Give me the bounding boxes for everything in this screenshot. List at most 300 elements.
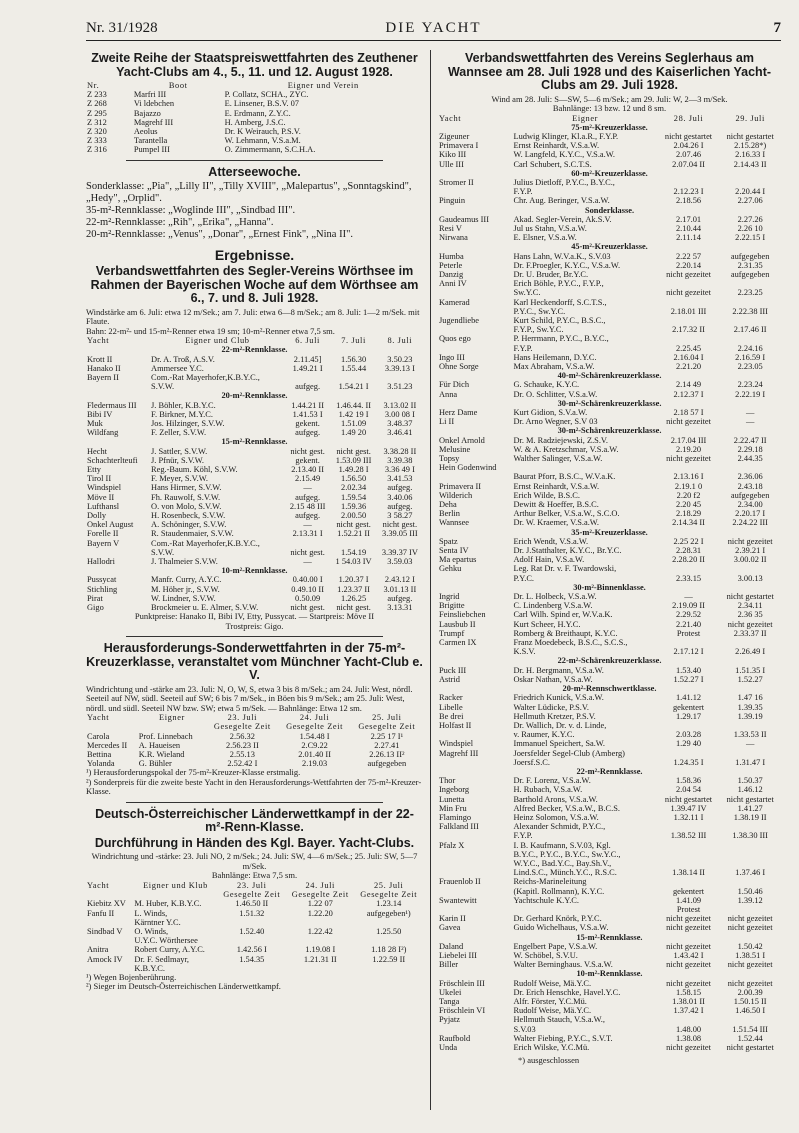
table-cell: 1.38.01 II [672, 997, 705, 1006]
table-cell: 2.18 57 I [673, 408, 704, 417]
table-cell: aufgeg. [295, 428, 321, 438]
table-cell: C. Lindenberg V.S.a.W. [513, 601, 593, 611]
table-cell [719, 316, 781, 325]
column-header: 8. Juli [387, 336, 413, 346]
table-cell: 1.38.08 [675, 1033, 702, 1043]
table-cell: R. Staudenmaier, S.V.W. [151, 529, 234, 539]
table-cell: Friedrich Kunick, V.S.a.W. [513, 693, 604, 703]
table-cell: Sw.Y.C. [513, 288, 541, 298]
table-cell: Erich Wendt, V.S.a.W. [513, 536, 589, 546]
wannsee-footnote: *) ausgeschlossen [518, 1055, 580, 1066]
table-cell: 1.38.51 I [735, 950, 766, 960]
table-cell: Akad. Segler-Verein, Ak.S.V. [513, 214, 612, 224]
table-cell: 1.50.37 [737, 776, 763, 786]
table-cell: G. Bühler [138, 759, 172, 769]
table-cell: 1.39.19 [737, 711, 763, 721]
table-row [438, 279, 781, 288]
table-cell: nicht gezeitet [666, 1043, 711, 1053]
class-heading-row [86, 566, 423, 575]
table-cell: Brockmeier u. E. Almer, S.V.W. [151, 603, 259, 613]
table-cell: Lind.S.C., Münch.Y.C., R.S.C. [513, 868, 617, 878]
table-cell: Erich Böhle, P.Y.C., F.Y.P., [513, 279, 604, 289]
table-cell: nicht gestartet [664, 131, 713, 141]
class-heading: 40-m²-Schärenkreuzerklasse. [557, 371, 662, 381]
table-cell: 2.26 10 [737, 223, 763, 233]
table-cell [658, 1015, 720, 1024]
table-cell: Jugendliebe [439, 315, 480, 325]
table-row [438, 408, 781, 417]
table-cell: Ulle III [439, 159, 464, 169]
wannsee-bahn: Bahnlänge: 13 bzw. 12 und 8 sm. [552, 103, 667, 113]
table-cell: Hellmuth Kretzer, P.S.V. [513, 711, 596, 721]
table-row [438, 758, 781, 767]
table-cell: Fh. Rauwolf, S.V.W. [151, 492, 221, 502]
table-cell: 1.52.40 [239, 926, 265, 936]
table-cell: gekent. [295, 455, 320, 465]
table-cell: — [745, 408, 755, 417]
table-cell: Ernst Reinhardt, V.S.a.W. [513, 481, 600, 491]
table-cell: K.B.Y.C. [134, 963, 165, 973]
table-cell: 1.46.50 I [735, 1006, 766, 1016]
column-header: Boot [168, 81, 188, 90]
table-cell: Quos ego [439, 334, 471, 344]
table-cell: 2.27.06 [737, 196, 763, 206]
table-cell: Reichs-Marineleitung [513, 877, 587, 887]
table-cell: Baurat Pforr, B.S.C., W.V.a.K. [513, 472, 616, 482]
table-row [86, 585, 423, 594]
table-cell: Pyjatz [439, 1015, 460, 1025]
table-cell [438, 472, 512, 481]
column-header: 6. Juli [295, 336, 320, 346]
table-row [86, 364, 423, 373]
table-cell: Kärntner Y.C. [134, 917, 181, 927]
table-row [438, 261, 781, 270]
table-row [438, 574, 781, 583]
table-cell: Ingo III [439, 352, 465, 362]
table-cell: W. Lindner, S.V.W. [151, 593, 216, 603]
table-cell: 1.50.46 [737, 886, 763, 896]
table-row [438, 215, 781, 224]
table-cell: Zigeuner [439, 131, 470, 141]
table-cell: S.V.03 [513, 1024, 536, 1034]
table-cell: 2.20 f2 [676, 490, 701, 500]
table-cell: Vi ldebchen [133, 99, 175, 109]
table-cell: nicht gezeitet [727, 536, 773, 546]
table-cell: 1.24.35 I [673, 757, 704, 767]
table-cell: Marfri III [133, 90, 167, 100]
table-cell: 1.41.27 [737, 803, 763, 813]
table-cell [658, 877, 720, 886]
table-cell: Für Dich [439, 380, 470, 390]
table-cell: 3.39.38 [387, 455, 413, 465]
table-cell: Joersfelder Segel-Club (Amberg) [513, 748, 625, 758]
laender-table [86, 881, 423, 973]
table-cell: Forelle II [87, 529, 119, 539]
staatspreis-title: Zweite Reihe der Staatspreiswettfahrten des Zeuthener Yacht-Clubs am 4., 5., 11. und 12. August 1928. [91, 51, 418, 79]
table-cell: Amock IV [87, 954, 123, 964]
table-row [438, 610, 781, 619]
table-cell: Gigo [87, 603, 104, 613]
table-cell: Z 312 [87, 117, 107, 127]
table-cell: 1.19.08 I [305, 945, 336, 955]
table-cell: Kurt Schild, P.Y.C., B.S.C., [513, 315, 606, 325]
woerthsee-wind: Windstärke am 6. Juli: etwa 12 m/Sek.; am 7. Juli: etwa 6—8 m/Sek.; am 8. Juli: 1—2 m/Sek. mit Flaute. [86, 306, 420, 327]
class-heading-row [438, 933, 781, 942]
table-cell [330, 539, 376, 548]
table-row [438, 675, 781, 684]
table-cell: Ohne Sorge [439, 361, 479, 371]
table-row [86, 899, 423, 908]
table-cell: 2.22.19 I [735, 389, 766, 399]
table-row [438, 776, 781, 785]
table-cell: nicht gezeitet [727, 914, 773, 924]
table-cell: Holfast II [439, 720, 472, 730]
table-cell [719, 859, 781, 868]
table-cell: 2.28.31 [675, 546, 702, 556]
table-cell: aufgegeben [730, 490, 770, 500]
table-row [86, 945, 423, 954]
table-cell [218, 918, 286, 927]
table-cell: Mercedes II [87, 740, 128, 750]
table-cell: Kiko III [439, 150, 467, 160]
table-cell: 1.51.35 I [735, 665, 766, 675]
table-cell: Carl Schubert, S.C.T.S. [513, 159, 592, 169]
table-cell [438, 831, 512, 840]
table-row [438, 647, 781, 656]
table-cell: W. Lehmann, V.S.a.M. [224, 136, 301, 146]
table-cell: Tanga [439, 997, 460, 1006]
laender-subtitle: Durchführung in Händen des Kgl. Bayer. Yacht-Clubs. [94, 835, 415, 850]
woerthsee-trostpreis: Trostpreis: Gigo. [225, 620, 284, 631]
column-header [133, 890, 217, 899]
table-row [438, 693, 781, 702]
table-row [86, 428, 423, 437]
table-cell: 2.14 49 [675, 380, 702, 390]
table-cell: 2.34.00 [737, 500, 763, 510]
table-cell: 3.00.02 II [733, 555, 767, 565]
table-row [438, 1015, 781, 1024]
table-cell: J. Thalmeier S.V.W. [151, 557, 218, 566]
table-cell [438, 344, 512, 353]
table-cell: Tarantella [133, 136, 168, 146]
table-row [438, 472, 781, 481]
table-cell: 1.41.53 I [292, 409, 323, 419]
table-cell: J. Pfnür, S.V.W. [151, 455, 204, 465]
table-row [438, 141, 781, 150]
table-cell: 1.54.48 I [299, 731, 330, 741]
laender-footnotes [86, 973, 423, 992]
table-cell: Dewitt & Hoeffer, B.S.C. [513, 500, 599, 510]
table-cell: O. von Molo, S.V.W. [151, 501, 222, 511]
table-cell: 2.14.43 II [733, 159, 767, 169]
table-cell: 1.44.21 II [291, 400, 324, 410]
table-cell: aufgeg. [387, 483, 413, 493]
table-cell [438, 730, 512, 739]
table-header-row [86, 713, 423, 722]
table-row [438, 417, 781, 426]
column-subheader: Gesegelte Zeit [358, 722, 416, 732]
table-cell: 3.51.23 [387, 382, 413, 392]
class-heading: 75-m²-Kreuzerklasse. [571, 122, 648, 132]
table-row [438, 482, 781, 491]
table-cell: Bayern II [87, 372, 119, 382]
table-header-row [86, 336, 423, 345]
attersee-line: 35-m²-Rennklasse: „Woglinde III", „Sindbad III". [86, 205, 296, 217]
table-cell: 2.22.38 III [732, 306, 768, 316]
table-cell: 2.43.12 I [384, 575, 415, 585]
table-cell: 1.53.40 [675, 665, 702, 675]
table-cell: gekentert [672, 886, 705, 896]
table-row [438, 749, 781, 758]
table-cell: 1.25.50 [376, 926, 402, 936]
column-header: Eigner [159, 713, 185, 723]
table-cell [438, 187, 512, 196]
column-header: Eigner und Club [185, 336, 250, 346]
table-cell: Dr. F. Sedlmayr, [134, 954, 189, 964]
table-cell: 2.26.49 I [735, 647, 766, 657]
table-cell: 2.25.45 [675, 343, 702, 353]
table-cell: Herz Dame [439, 408, 478, 417]
table-cell: P. Collatz, SCHA., ZYC. [224, 90, 309, 100]
table-cell: F. Zeller, S.V.W. [151, 428, 207, 438]
table-cell: 2.17.04 III [670, 435, 707, 445]
table-cell [218, 964, 286, 973]
table-cell: 1.54.35 [239, 954, 265, 964]
table-cell: 2.19.03 [302, 759, 328, 769]
table-cell: nicht gezeitet [727, 619, 773, 629]
divider [126, 160, 383, 161]
table-cell [658, 316, 720, 325]
table-cell: 2.17.46 II [733, 325, 767, 335]
class-heading-row [86, 391, 423, 400]
class-heading: 20-m²-Rennschwertklasse. [562, 684, 657, 694]
table-cell: v. Raumer, K.Y.C. [513, 730, 575, 740]
table-cell: Wannsee [439, 518, 470, 528]
table-cell: Ingrid [439, 592, 460, 602]
table-cell: 2.15 48 III [289, 501, 326, 511]
table-cell: Yolanda [87, 759, 115, 769]
table-cell: 3 58.27 [387, 510, 413, 520]
table-cell: Brigitte [439, 601, 465, 611]
class-heading-row [438, 426, 781, 435]
table-cell: 3.38.28 II [383, 446, 417, 456]
table-cell: 2.22.15 I [735, 233, 766, 243]
table-cell: Möve II [87, 492, 115, 502]
table-cell: Hellmuth Stauch, V.S.a.W., [513, 1015, 605, 1025]
table-row [438, 316, 781, 325]
table-cell: 2.27.26 [737, 214, 763, 224]
table-cell: 2.11.14 [676, 233, 701, 243]
attersee-classes [86, 181, 423, 241]
table-cell: Jos. Hilzinger, S.V.W. [151, 418, 225, 428]
table-cell: aufgegeben [367, 759, 407, 769]
table-row [438, 1043, 781, 1052]
table-cell: Windspiel [439, 739, 474, 749]
table-cell [438, 574, 512, 583]
table-cell [719, 822, 781, 831]
table-cell: Deha [439, 500, 457, 510]
table-cell: Dr. Wallich, Dr. v. d. Linde, [513, 720, 607, 730]
table-cell [438, 859, 512, 868]
table-cell [438, 905, 512, 914]
table-row [86, 955, 423, 964]
table-cell: Resi V [439, 223, 462, 233]
table-cell [86, 548, 150, 557]
table-row [438, 132, 781, 141]
wannsee-wind: Wind am 28. Juli: S—SW, 5—6 m/Sek.; am 29. Juli: W, 2—3 m/Sek. [491, 93, 728, 104]
table-cell [285, 373, 331, 382]
table-row [438, 380, 781, 389]
table-cell: F.Y.P., Sw.Y.C. [513, 325, 564, 335]
table-row [438, 500, 781, 509]
laender-wind: Windrichtung und -stärke: 23. Juli NO, 2 m/Sek.; 24. Juli: SW, 4—6 m/Sek.; 25. Juli: SW, 5—7 m/Sek. [91, 851, 418, 871]
woerthsee-table [86, 336, 423, 612]
table-cell [719, 638, 781, 647]
table-cell: 2.17.01 [675, 214, 702, 224]
table-row [438, 905, 781, 914]
table-cell: 2.14.34 II [672, 518, 705, 528]
table-cell: 1.49 20 [341, 428, 367, 438]
table-cell: nicht gezeitet [666, 923, 711, 933]
table-cell: 2.33.37 II [733, 628, 767, 638]
table-cell: 1.21.31 II [303, 954, 337, 964]
table-cell: Joersf.S.C. [513, 757, 550, 767]
column-subheader: Gesegelte Zeit [360, 890, 418, 900]
table-cell: 3.00 08 I [384, 409, 415, 419]
table-cell [719, 334, 781, 343]
table-cell: H. Rubach, V.S.a.W. [513, 785, 583, 795]
table-cell: Hans Hirmer, S.V.W. [151, 483, 222, 493]
column-header [138, 722, 207, 731]
table-row [438, 620, 781, 629]
class-heading: 22-m²-Rennklasse. [221, 345, 288, 355]
table-row [86, 465, 423, 474]
table-cell: Z 295 [87, 108, 107, 118]
table-row [86, 373, 423, 382]
table-cell [719, 1015, 781, 1024]
table-cell: 3.46.41 [387, 428, 413, 438]
table-cell: 1.22.59 II [372, 954, 406, 964]
table-cell: Danzig [439, 269, 464, 279]
table-row [438, 555, 781, 564]
table-cell: M. Höher jr., S.V.W. [151, 584, 220, 594]
table-row [86, 557, 423, 566]
table-cell: 1.22.20 [307, 908, 333, 918]
table-cell: 2.13.40 II [291, 464, 324, 474]
table-cell: S.V.W. [151, 547, 175, 557]
table-cell: Dr. M. Radziejewski, Z.S.V. [513, 435, 608, 445]
table-row [438, 1025, 781, 1034]
table-row [438, 187, 781, 196]
table-cell: 2.18.29 [675, 509, 702, 519]
table-cell: 2.20.44 I [735, 187, 766, 197]
table-cell: aufgegeben [730, 251, 770, 261]
laender-bahn: Bahnlänge: Etwa 7,5 sm. [211, 870, 298, 881]
column-header: Yacht [87, 713, 110, 723]
table-cell [719, 279, 781, 288]
table-cell: Karl Heckendorff, S.C.T.S., [513, 297, 607, 307]
table-cell: aufgeg. [295, 510, 321, 520]
table-cell: Thor [439, 776, 456, 786]
table-cell: Fröschlein VI [439, 1006, 486, 1016]
table-cell: nicht gestartet [726, 794, 774, 804]
table-cell: nicht gest. [290, 603, 325, 613]
table-cell: Carmen IX [439, 638, 477, 648]
table-cell: 3.39.37 IV [381, 547, 418, 557]
table-cell: Feinsliebchen [439, 610, 486, 620]
heraus-table [86, 713, 423, 768]
table-cell: A. Haueisen [138, 740, 181, 750]
table-row [438, 362, 781, 371]
table-cell: Ma epartus [439, 555, 477, 565]
table-cell: Adolf Hain, V.S.a.W. [513, 555, 585, 565]
table-cell: Jul us Stahn, V.S.a.W. [513, 223, 587, 233]
attersee-title: Atterseewoche. [208, 164, 301, 179]
table-cell: Windspiel [87, 483, 122, 493]
table-cell: 1.39.35 [737, 702, 763, 712]
table-cell: Com.-Rat Mayerhofer,K.B.Y.C., [151, 538, 260, 548]
table-cell: 2.25 17 I¹ [370, 731, 404, 741]
table-cell: Primavera I [439, 141, 479, 151]
table-cell: Max Abraham, V.S.a.W. [513, 361, 595, 371]
table-row [438, 979, 781, 988]
table-row [438, 1034, 781, 1043]
table-row [438, 804, 781, 813]
table-cell: Min Fru [439, 803, 467, 813]
table-cell: Humba [439, 251, 464, 261]
table-cell: 1.49.28 I [338, 464, 369, 474]
table-cell: Nirwana [439, 233, 468, 243]
table-cell: Libelle [439, 702, 463, 712]
table-cell: Barthold Arons, V.S.a.W. [513, 794, 598, 804]
table-cell: 1.52.44 [737, 1033, 763, 1043]
table-cell [719, 841, 781, 850]
table-cell: 1.38.19 II [733, 812, 767, 822]
table-cell: Dr. Gerhard Knörk, P.Y.C. [513, 914, 602, 924]
table-cell: 2.17.12 I [673, 647, 704, 657]
table-cell: H. Rosenbeck, S.V.W. [151, 510, 226, 520]
table-cell: Walter Lüdicke, P.S.V. [513, 702, 589, 712]
column-header: 23. Juli [227, 713, 258, 723]
table-cell: 2.36.06 [737, 472, 763, 482]
table-cell [658, 850, 720, 859]
issue-number: Nr. 31/1928 [86, 20, 158, 36]
column-divider [430, 50, 431, 1110]
table-cell: Hecht [87, 446, 107, 456]
table-cell: (Kapitl. Rollmann), K.Y.C. [513, 886, 605, 896]
table-cell: 2.25 22 I [673, 536, 704, 546]
table-cell [658, 298, 720, 307]
table-cell: 1.46.12 [737, 785, 763, 795]
table-cell: Erich Wilde, B.S.C. [513, 490, 580, 500]
table-cell: Walter Berninghaus. V.S.a.W. [513, 960, 613, 970]
table-cell: 1.38.52 III [670, 831, 707, 841]
table-cell: Senta IV [439, 546, 469, 556]
table-cell: 1.59.54 [341, 492, 367, 502]
table-row [438, 344, 781, 353]
table-cell: Kamerad [439, 297, 470, 307]
table-cell: Pumpel III [133, 145, 170, 155]
table-cell: 1.37.42 I [673, 1006, 704, 1016]
table-row [438, 270, 781, 279]
table-cell: Z 320 [87, 127, 107, 137]
table-cell: Raufbold [439, 1033, 471, 1043]
table-cell [438, 758, 512, 767]
table-cell [719, 564, 781, 573]
table-cell: 2.04.26 I [673, 141, 704, 151]
table-row [438, 196, 781, 205]
table-cell: U.Y.C. Wörthersee [134, 936, 198, 946]
